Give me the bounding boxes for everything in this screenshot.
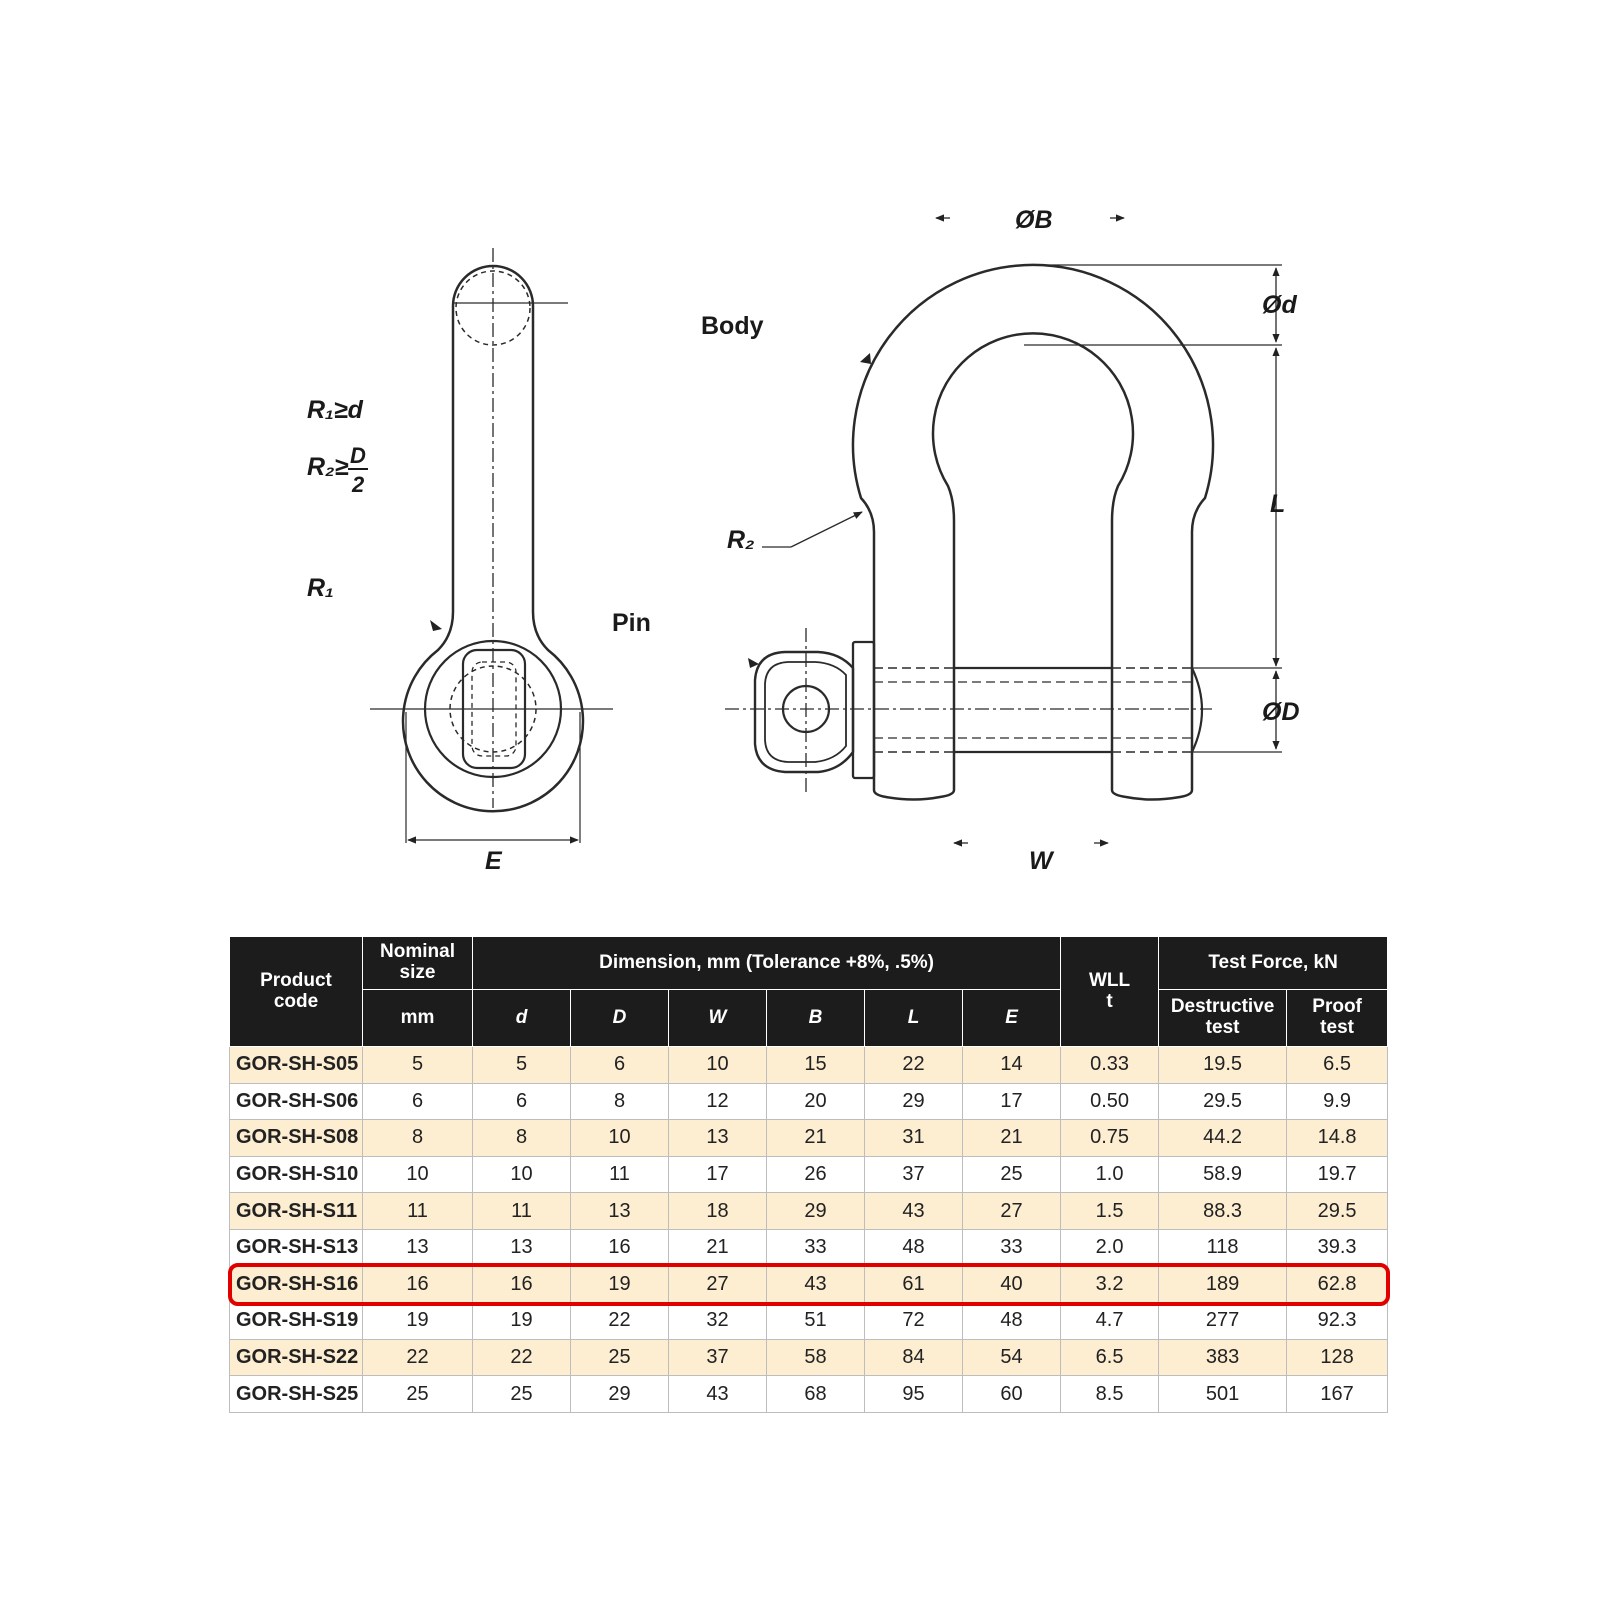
cell-B: 26: [767, 1156, 865, 1193]
pin-side-view: [370, 248, 613, 843]
cell-L: 48: [865, 1229, 963, 1266]
cell-proof-test: 92.3: [1287, 1303, 1388, 1340]
cell-W: 37: [669, 1339, 767, 1376]
cell-nominal-size: 5: [363, 1047, 473, 1084]
header-wll: [1061, 937, 1159, 1047]
cell-E: 60: [963, 1376, 1061, 1413]
cell-d: 6: [473, 1083, 571, 1120]
cell-product-code: GOR-SH-S08: [230, 1120, 363, 1157]
header-col-d: d: [473, 990, 571, 1047]
cell-W: 27: [669, 1266, 767, 1303]
header-proof-test: [1287, 990, 1388, 1047]
label-frac-num: D: [350, 443, 366, 468]
label-r2-ge: R₂≥: [307, 453, 349, 481]
table-row: [230, 1339, 1388, 1376]
cell-wll: 3.2: [1061, 1266, 1159, 1303]
label-r1-ge-d: R₁≥d: [307, 396, 363, 424]
cell-product-code: GOR-SH-S13: [230, 1229, 363, 1266]
spec-table-body: [230, 1047, 1388, 1413]
cell-proof-test: 39.3: [1287, 1229, 1388, 1266]
pin-collar: [853, 642, 874, 778]
cell-d: 5: [473, 1047, 571, 1084]
label-phi-b: ØB: [1015, 206, 1053, 234]
cell-proof-test: 14.8: [1287, 1120, 1388, 1157]
label-w: W: [1029, 847, 1053, 875]
cell-product-code: GOR-SH-S05: [230, 1047, 363, 1084]
cell-nominal-size: 25: [363, 1376, 473, 1413]
header-col-D: D: [571, 990, 669, 1047]
header-col-E: E: [963, 990, 1061, 1047]
header-product-code: [230, 937, 363, 1047]
cell-destructive-test: 19.5: [1159, 1047, 1287, 1084]
cell-D: 8: [571, 1083, 669, 1120]
header-proof-line1: Proof: [1312, 996, 1362, 1018]
cell-d: 22: [473, 1339, 571, 1376]
header-wll-unit: t: [1106, 990, 1113, 1012]
cell-wll: 1.0: [1061, 1156, 1159, 1193]
cell-wll: 0.50: [1061, 1083, 1159, 1120]
cell-destructive-test: 29.5: [1159, 1083, 1287, 1120]
cell-D: 22: [571, 1303, 669, 1340]
label-phi-d-big: ØD: [1262, 698, 1300, 726]
pin-end-cap: [1192, 668, 1202, 752]
cell-D: 19: [571, 1266, 669, 1303]
header-nominal-size: [363, 937, 473, 990]
header-destructive-line1: Destructive: [1170, 996, 1275, 1018]
cell-wll: 2.0: [1061, 1229, 1159, 1266]
cell-E: 14: [963, 1047, 1061, 1084]
cell-destructive-test: 189: [1159, 1266, 1287, 1303]
r1-pointer-arrow: [430, 620, 442, 631]
body-pointer-arrow: [860, 353, 871, 364]
table-row: [230, 1376, 1388, 1413]
cell-product-code: GOR-SH-S06: [230, 1083, 363, 1120]
cell-L: 37: [865, 1156, 963, 1193]
cell-proof-test: 62.8: [1287, 1266, 1388, 1303]
table-row: [230, 1303, 1388, 1340]
cell-E: 40: [963, 1266, 1061, 1303]
cell-wll: 6.5: [1061, 1339, 1159, 1376]
header-col-B: B: [767, 990, 865, 1047]
cell-D: 25: [571, 1339, 669, 1376]
cell-E: 48: [963, 1303, 1061, 1340]
cell-proof-test: 128: [1287, 1339, 1388, 1376]
cell-D: 16: [571, 1229, 669, 1266]
cell-L: 95: [865, 1376, 963, 1413]
cell-W: 21: [669, 1229, 767, 1266]
cell-W: 43: [669, 1376, 767, 1413]
cell-L: 43: [865, 1193, 963, 1230]
table-row: [230, 1083, 1388, 1120]
header-product-code-line2: code: [273, 990, 319, 1012]
cell-D: 29: [571, 1376, 669, 1413]
table-row: [230, 1229, 1388, 1266]
table-row: [230, 1266, 1388, 1303]
cell-nominal-size: 19: [363, 1303, 473, 1340]
cell-product-code: GOR-SH-S11: [230, 1193, 363, 1230]
cell-nominal-size: 16: [363, 1266, 473, 1303]
cell-wll: 0.75: [1061, 1120, 1159, 1157]
cell-B: 68: [767, 1376, 865, 1413]
cell-proof-test: 29.5: [1287, 1193, 1388, 1230]
header-destructive-line2: test: [1205, 1017, 1240, 1038]
cell-product-code: GOR-SH-S22: [230, 1339, 363, 1376]
cell-W: 13: [669, 1120, 767, 1157]
cell-E: 33: [963, 1229, 1061, 1266]
cell-E: 54: [963, 1339, 1061, 1376]
shackle-front-view: [725, 218, 1282, 843]
cell-nominal-size: 22: [363, 1339, 473, 1376]
cell-destructive-test: 58.9: [1159, 1156, 1287, 1193]
cell-W: 10: [669, 1047, 767, 1084]
header-test-force: Test Force, kN: [1159, 937, 1388, 990]
cell-B: 51: [767, 1303, 865, 1340]
cell-E: 27: [963, 1193, 1061, 1230]
header-destructive-test: [1159, 990, 1287, 1047]
cell-wll: 4.7: [1061, 1303, 1159, 1340]
cell-product-code: GOR-SH-S16: [230, 1266, 363, 1303]
header-proof-line2: test: [1320, 1017, 1354, 1038]
header-col-L: L: [865, 990, 963, 1047]
cell-B: 29: [767, 1193, 865, 1230]
cell-d: 19: [473, 1303, 571, 1340]
cell-nominal-size: 11: [363, 1193, 473, 1230]
cell-B: 15: [767, 1047, 865, 1084]
label-r1: R₁: [307, 574, 334, 602]
cell-B: 21: [767, 1120, 865, 1157]
cell-nominal-size: 6: [363, 1083, 473, 1120]
cell-d: 8: [473, 1120, 571, 1157]
cell-E: 21: [963, 1120, 1061, 1157]
cell-destructive-test: 501: [1159, 1376, 1287, 1413]
cell-product-code: GOR-SH-S19: [230, 1303, 363, 1340]
header-nominal-line1: Nominal: [380, 941, 455, 963]
cell-L: 22: [865, 1047, 963, 1084]
cell-B: 20: [767, 1083, 865, 1120]
cell-E: 25: [963, 1156, 1061, 1193]
header-nominal-line2: size: [399, 962, 436, 983]
cell-d: 13: [473, 1229, 571, 1266]
cell-W: 12: [669, 1083, 767, 1120]
cell-wll: 0.33: [1061, 1047, 1159, 1084]
cell-D: 13: [571, 1193, 669, 1230]
label-r2: R₂: [727, 526, 755, 554]
cell-nominal-size: 13: [363, 1229, 473, 1266]
cell-destructive-test: 44.2: [1159, 1120, 1287, 1157]
cell-L: 31: [865, 1120, 963, 1157]
header-product-code-line1: Product: [260, 969, 332, 991]
cell-proof-test: 9.9: [1287, 1083, 1388, 1120]
table-row: [230, 1156, 1388, 1193]
header-wll-line1: WLL: [1089, 969, 1131, 991]
cell-d: 10: [473, 1156, 571, 1193]
cell-destructive-test: 383: [1159, 1339, 1287, 1376]
cell-W: 17: [669, 1156, 767, 1193]
spec-table: [229, 936, 1388, 1413]
cell-proof-test: 167: [1287, 1376, 1388, 1413]
header-col-W: W: [669, 990, 767, 1047]
cell-L: 29: [865, 1083, 963, 1120]
cell-E: 17: [963, 1083, 1061, 1120]
header-nominal-unit: mm: [363, 990, 473, 1047]
cell-proof-test: 6.5: [1287, 1047, 1388, 1084]
header-dimension: Dimension, mm (Tolerance +8%, .5%): [473, 937, 1061, 990]
label-body: Body: [701, 312, 764, 340]
cell-destructive-test: 118: [1159, 1229, 1287, 1266]
cell-L: 84: [865, 1339, 963, 1376]
label-l: L: [1270, 490, 1286, 518]
label-e: E: [485, 847, 502, 875]
cell-D: 6: [571, 1047, 669, 1084]
cell-destructive-test: 88.3: [1159, 1193, 1287, 1230]
cell-destructive-test: 277: [1159, 1303, 1287, 1340]
cell-L: 61: [865, 1266, 963, 1303]
label-frac-den: 2: [352, 472, 365, 497]
label-phi-d-small: Ød: [1262, 291, 1297, 319]
cell-W: 32: [669, 1303, 767, 1340]
cell-W: 18: [669, 1193, 767, 1230]
r2-leader-arrow: [791, 512, 862, 547]
cell-L: 72: [865, 1303, 963, 1340]
cell-d: 11: [473, 1193, 571, 1230]
cell-wll: 1.5: [1061, 1193, 1159, 1230]
cell-product-code: GOR-SH-S10: [230, 1156, 363, 1193]
cell-d: 16: [473, 1266, 571, 1303]
label-pin: Pin: [612, 609, 651, 637]
cell-B: 43: [767, 1266, 865, 1303]
cell-nominal-size: 8: [363, 1120, 473, 1157]
cell-nominal-size: 10: [363, 1156, 473, 1193]
cell-B: 33: [767, 1229, 865, 1266]
table-row: [230, 1120, 1388, 1157]
cell-wll: 8.5: [1061, 1376, 1159, 1413]
cell-proof-test: 19.7: [1287, 1156, 1388, 1193]
cell-D: 10: [571, 1120, 669, 1157]
cell-product-code: GOR-SH-S25: [230, 1376, 363, 1413]
table-row: [230, 1047, 1388, 1084]
cell-d: 25: [473, 1376, 571, 1413]
spec-table-container: [229, 936, 1387, 1413]
cell-B: 58: [767, 1339, 865, 1376]
cell-D: 11: [571, 1156, 669, 1193]
table-row: [230, 1193, 1388, 1230]
